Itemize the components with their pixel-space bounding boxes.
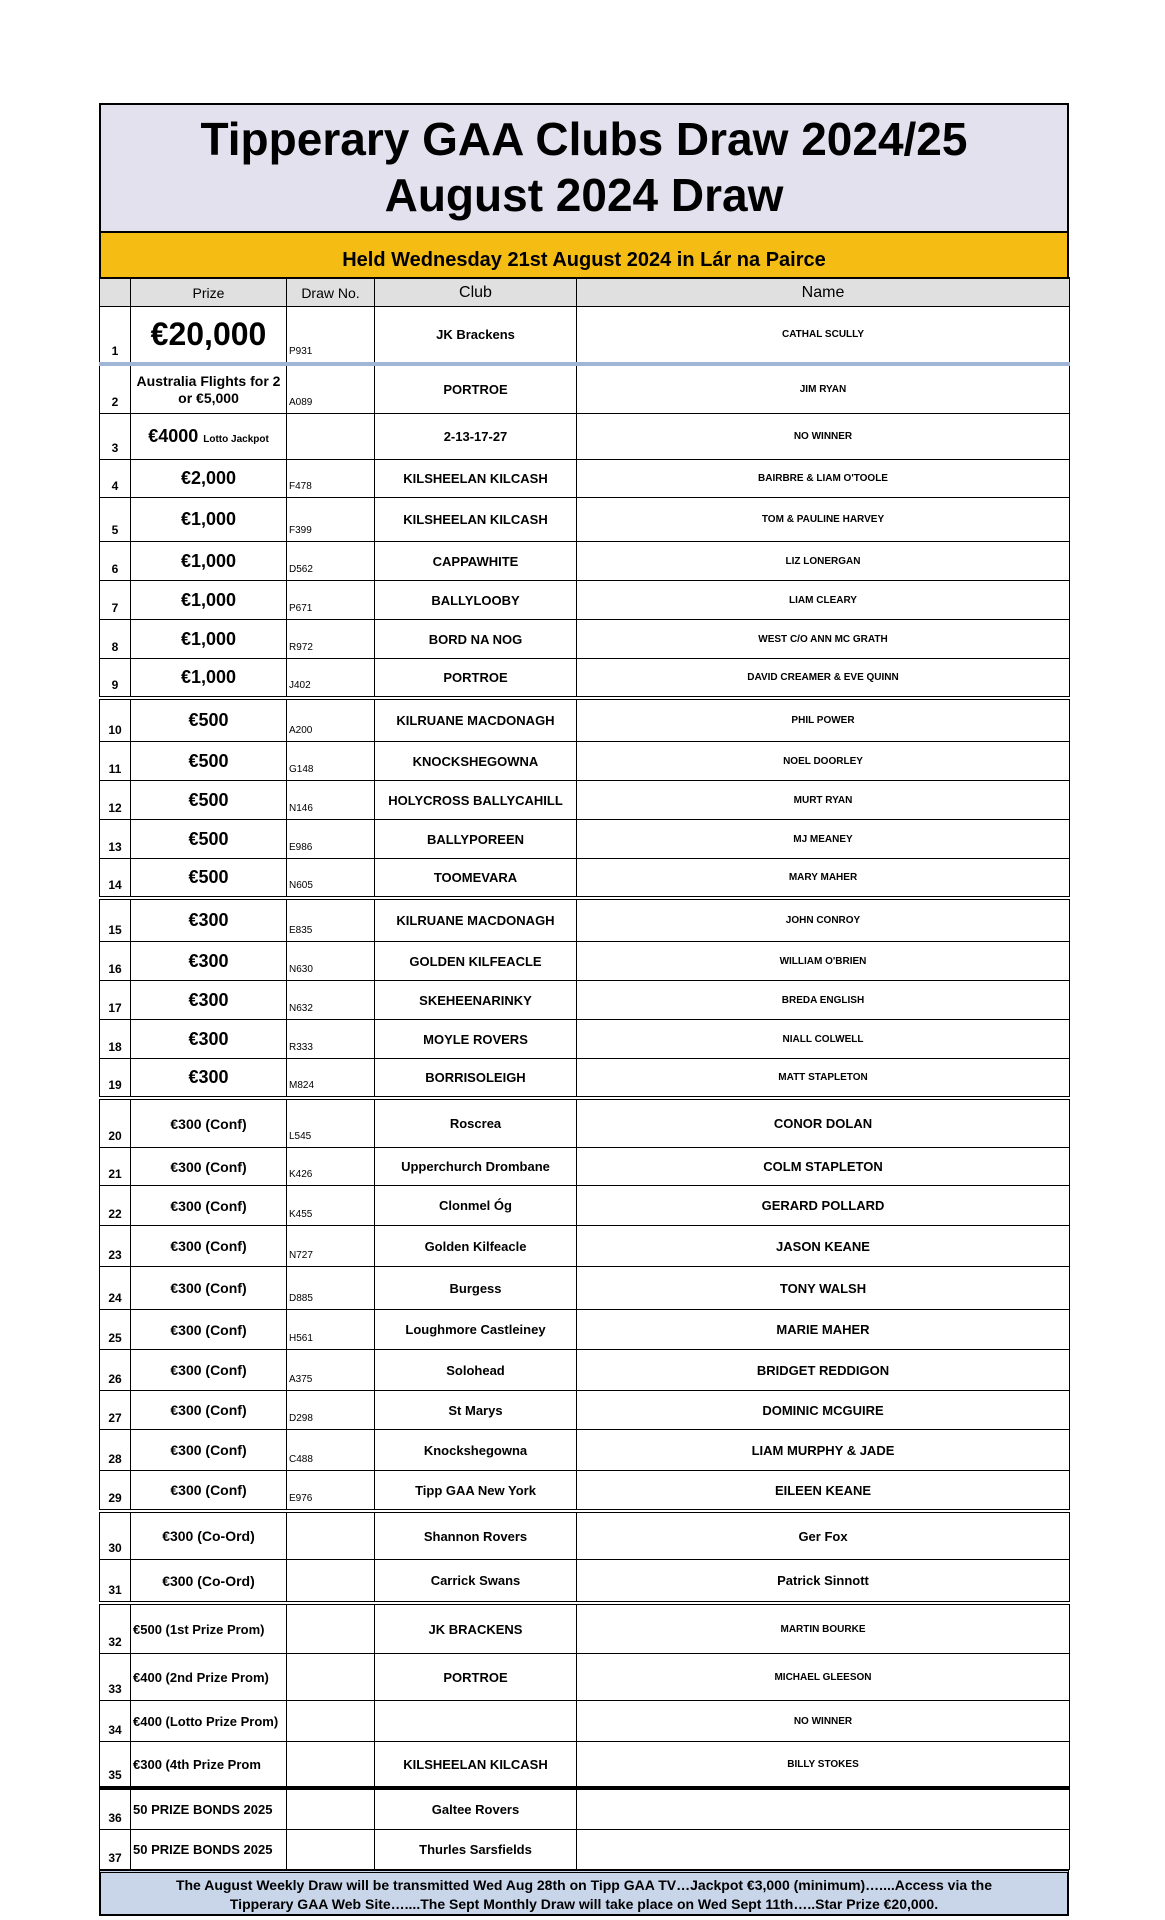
prize-cell xyxy=(131,1186,287,1226)
row-number: 26 xyxy=(100,1350,131,1391)
club-name: KILSHEELAN KILCASH xyxy=(375,1742,577,1789)
table-row xyxy=(100,1788,1070,1830)
prize-cell xyxy=(131,1226,287,1267)
winner-name: BILLY STOKES xyxy=(577,1742,1070,1789)
row-number: 22 xyxy=(100,1186,131,1226)
table-row xyxy=(100,820,1070,859)
prize-value: €500 xyxy=(188,710,229,730)
results-table xyxy=(99,277,1070,1870)
club-name: Upperchurch Drombane xyxy=(375,1148,577,1186)
table-row xyxy=(100,898,1070,942)
prize-value: €300 (Conf) xyxy=(170,1362,247,1378)
winner-name: TONY WALSH xyxy=(577,1267,1070,1310)
prize-note: Lotto Jackpot xyxy=(203,434,269,445)
table-row xyxy=(100,364,1070,414)
prize-cell xyxy=(131,820,287,859)
club-name: Carrick Swans xyxy=(375,1560,577,1604)
prize-cell xyxy=(131,659,287,699)
table-header-row xyxy=(100,278,1070,307)
winner-name: CONOR DOLAN xyxy=(577,1098,1070,1148)
held-banner: Held Wednesday 21st August 2024 in Lár na Pairce xyxy=(99,233,1069,277)
table-row xyxy=(100,1391,1070,1430)
club-name: JK BRACKENS xyxy=(375,1603,577,1654)
row-number: 23 xyxy=(100,1226,131,1267)
prize-value: €300 xyxy=(188,910,229,930)
draw-number: P671 xyxy=(287,581,375,620)
draw-number xyxy=(287,1788,375,1830)
prize-value: €300 (Conf) xyxy=(170,1238,247,1254)
footer-note xyxy=(99,1870,1069,1916)
prize-cell xyxy=(131,1788,287,1830)
draw-number: N630 xyxy=(287,942,375,981)
winner-name: MARIE MAHER xyxy=(577,1310,1070,1350)
prize-value: €400 (2nd Prize Prom) xyxy=(133,1669,269,1685)
draw-number: L545 xyxy=(287,1098,375,1148)
draw-number xyxy=(287,1560,375,1604)
row-number: 15 xyxy=(100,898,131,942)
table-row xyxy=(100,581,1070,620)
draw-results-sheet xyxy=(99,103,1069,1916)
club-name: MOYLE ROVERS xyxy=(375,1020,577,1059)
prize-value: €20,000 xyxy=(150,316,267,352)
table-row xyxy=(100,1350,1070,1391)
draw-number: D562 xyxy=(287,542,375,581)
draw-number: N146 xyxy=(287,781,375,820)
winner-name: WILLIAM O'BRIEN xyxy=(577,942,1070,981)
row-number: 32 xyxy=(100,1603,131,1654)
winner-name: MATT STAPLETON xyxy=(577,1059,1070,1099)
row-number: 9 xyxy=(100,659,131,699)
draw-number: F478 xyxy=(287,460,375,498)
table-row xyxy=(100,1603,1070,1654)
prize-value: €500 (1st Prize Prom) xyxy=(133,1621,265,1637)
table-row xyxy=(100,1148,1070,1186)
row-number: 21 xyxy=(100,1148,131,1186)
prize-cell xyxy=(131,307,287,365)
winner-name: Ger Fox xyxy=(577,1511,1070,1560)
title-line-2: August 2024 Draw xyxy=(384,169,784,221)
club-name: Roscrea xyxy=(375,1098,577,1148)
footer-line-1: The August Weekly Draw will be transmitted Wed Aug 28th on Tipp GAA TV…Jackpot €3,000 (minimum)…....Access via the xyxy=(175,1877,993,1893)
draw-number: A200 xyxy=(287,698,375,742)
prize-cell xyxy=(131,1830,287,1870)
table-row xyxy=(100,1701,1070,1742)
prize-value: €300 (Conf) xyxy=(170,1115,247,1132)
winner-name: Patrick Sinnott xyxy=(577,1560,1070,1604)
draw-number: A089 xyxy=(287,364,375,414)
winner-name: DOMINIC MCGUIRE xyxy=(577,1391,1070,1430)
club-name: Tipp GAA New York xyxy=(375,1471,577,1512)
prize-cell xyxy=(131,414,287,460)
table-row xyxy=(100,1267,1070,1310)
row-number: 29 xyxy=(100,1471,131,1512)
draw-number: M824 xyxy=(287,1059,375,1099)
prize-cell xyxy=(131,859,287,899)
row-number: 36 xyxy=(100,1788,131,1830)
draw-number: K455 xyxy=(287,1186,375,1226)
prize-cell xyxy=(131,1020,287,1059)
row-number: 20 xyxy=(100,1098,131,1148)
header-club: Club xyxy=(375,278,577,307)
table-row xyxy=(100,414,1070,460)
table-row xyxy=(100,498,1070,542)
table-row xyxy=(100,1511,1070,1560)
club-name: BALLYPOREEN xyxy=(375,820,577,859)
club-name: PORTROE xyxy=(375,364,577,414)
table-row xyxy=(100,942,1070,981)
club-name: JK Brackens xyxy=(375,307,577,365)
row-number: 27 xyxy=(100,1391,131,1430)
title-box xyxy=(99,103,1069,233)
draw-number: E835 xyxy=(287,898,375,942)
prize-value: €300 (Conf) xyxy=(170,1442,247,1458)
table-row xyxy=(100,460,1070,498)
draw-number: C488 xyxy=(287,1430,375,1471)
row-number: 5 xyxy=(100,498,131,542)
row-number: 30 xyxy=(100,1511,131,1560)
table-row xyxy=(100,859,1070,899)
prize-cell xyxy=(131,1471,287,1512)
club-name: Loughmore Castleiney xyxy=(375,1310,577,1350)
draw-number: K426 xyxy=(287,1148,375,1186)
club-name: KNOCKSHEGOWNA xyxy=(375,742,577,781)
header-number xyxy=(100,278,131,307)
prize-value: €1,000 xyxy=(180,550,237,571)
prize-cell xyxy=(131,1059,287,1099)
prize-cell xyxy=(131,1742,287,1789)
prize-cell xyxy=(131,581,287,620)
club-name xyxy=(375,1701,577,1742)
header-name: Name xyxy=(577,278,1070,307)
prize-cell xyxy=(131,498,287,542)
winner-name: EILEEN KEANE xyxy=(577,1471,1070,1512)
prize-cell xyxy=(131,1603,287,1654)
club-name: KILRUANE MACDONAGH xyxy=(375,698,577,742)
row-number: 7 xyxy=(100,581,131,620)
prize-cell xyxy=(131,1310,287,1350)
winner-name xyxy=(577,1788,1070,1830)
club-name: HOLYCROSS BALLYCAHILL xyxy=(375,781,577,820)
row-number: 25 xyxy=(100,1310,131,1350)
draw-number xyxy=(287,1654,375,1701)
prize-cell xyxy=(131,1511,287,1560)
row-number: 19 xyxy=(100,1059,131,1099)
club-name: KILRUANE MACDONAGH xyxy=(375,898,577,942)
winner-name: LIAM MURPHY & JADE xyxy=(577,1430,1070,1471)
prize-cell xyxy=(131,1560,287,1604)
table-row xyxy=(100,981,1070,1020)
prize-value: €300 xyxy=(188,1067,229,1087)
winner-name: MICHAEL GLEESON xyxy=(577,1654,1070,1701)
winner-name: PHIL POWER xyxy=(577,698,1070,742)
table-row xyxy=(100,781,1070,820)
draw-number: R333 xyxy=(287,1020,375,1059)
club-name: Clonmel Óg xyxy=(375,1186,577,1226)
draw-number: F399 xyxy=(287,498,375,542)
draw-number xyxy=(287,414,375,460)
draw-number: D298 xyxy=(287,1391,375,1430)
table-row xyxy=(100,307,1070,365)
club-name: Knockshegowna xyxy=(375,1430,577,1471)
prize-value: €300 (Conf) xyxy=(170,1482,247,1498)
row-number: 31 xyxy=(100,1560,131,1604)
club-name: SKEHEENARINKY xyxy=(375,981,577,1020)
prize-cell xyxy=(131,1654,287,1701)
club-name: Thurles Sarsfields xyxy=(375,1830,577,1870)
prize-cell xyxy=(131,460,287,498)
winner-name: NIALL COLWELL xyxy=(577,1020,1070,1059)
prize-value: €500 xyxy=(188,828,229,849)
draw-number: E976 xyxy=(287,1471,375,1512)
prize-cell xyxy=(131,364,287,414)
draw-number: P931 xyxy=(287,307,375,365)
prize-value: €300 xyxy=(188,989,229,1010)
table-row xyxy=(100,1830,1070,1870)
winner-name: BREDA ENGLISH xyxy=(577,981,1070,1020)
prize-value: €1,000 xyxy=(180,628,237,649)
winner-name xyxy=(577,1830,1070,1870)
club-name: Shannon Rovers xyxy=(375,1511,577,1560)
table-row xyxy=(100,659,1070,699)
winner-name: LIZ LONERGAN xyxy=(577,542,1070,581)
club-name: Golden Kilfeacle xyxy=(375,1226,577,1267)
row-number: 2 xyxy=(100,364,131,414)
club-name: Galtee Rovers xyxy=(375,1788,577,1830)
table-body xyxy=(100,307,1070,1870)
draw-number xyxy=(287,1603,375,1654)
winner-name: BAIRBRE & LIAM O'TOOLE xyxy=(577,460,1070,498)
prize-value: €1,000 xyxy=(180,667,237,687)
draw-number: R972 xyxy=(287,620,375,659)
row-number: 37 xyxy=(100,1830,131,1870)
draw-number xyxy=(287,1742,375,1789)
prize-value: €400 (Lotto Prize Prom) xyxy=(133,1713,279,1729)
club-name: St Marys xyxy=(375,1391,577,1430)
prize-value: €300 (Conf) xyxy=(170,1197,247,1214)
row-number: 8 xyxy=(100,620,131,659)
draw-number: G148 xyxy=(287,742,375,781)
prize-value: €300 xyxy=(188,1028,229,1049)
prize-cell xyxy=(131,742,287,781)
prize-value: €2,000 xyxy=(180,468,237,488)
winner-name: MARY MAHER xyxy=(577,859,1070,899)
winner-name: TOM & PAULINE HARVEY xyxy=(577,498,1070,542)
prize-value: 50 PRIZE BONDS 2025 xyxy=(133,1802,273,1817)
row-number: 34 xyxy=(100,1701,131,1742)
prize-cell xyxy=(131,781,287,820)
club-name: PORTROE xyxy=(375,659,577,699)
table-row xyxy=(100,742,1070,781)
header-prize: Prize xyxy=(131,278,287,307)
draw-number: N727 xyxy=(287,1226,375,1267)
draw-number: J402 xyxy=(287,659,375,699)
table-row xyxy=(100,1020,1070,1059)
table-row xyxy=(100,1186,1070,1226)
prize-value: €500 xyxy=(188,750,229,771)
prize-value: €300 (Conf) xyxy=(170,1158,247,1175)
winner-name: BRIDGET REDDIGON xyxy=(577,1350,1070,1391)
winner-name: WEST C/O ANN MC GRATH xyxy=(577,620,1070,659)
table-row xyxy=(100,1654,1070,1701)
row-number: 16 xyxy=(100,942,131,981)
prize-value: 50 PRIZE BONDS 2025 xyxy=(133,1842,273,1857)
winner-name: LIAM CLEARY xyxy=(577,581,1070,620)
prize-value: €300 xyxy=(188,950,229,971)
table-row xyxy=(100,620,1070,659)
prize-cell xyxy=(131,1148,287,1186)
winner-name: NOEL DOORLEY xyxy=(577,742,1070,781)
draw-number: H561 xyxy=(287,1310,375,1350)
row-number: 6 xyxy=(100,542,131,581)
draw-number: N605 xyxy=(287,859,375,899)
prize-cell xyxy=(131,1098,287,1148)
draw-number xyxy=(287,1701,375,1742)
club-name: PORTROE xyxy=(375,1654,577,1701)
footer-line-2: Tipperary GAA Web Site…....The Sept Monthly Draw will take place on Wed Sept 11th…..Star Prize €20,000. xyxy=(229,1896,939,1912)
prize-cell xyxy=(131,542,287,581)
prize-cell xyxy=(131,698,287,742)
prize-value: €500 xyxy=(188,789,229,810)
table-row xyxy=(100,1471,1070,1512)
prize-value: €300 (Conf) xyxy=(170,1280,247,1296)
draw-number: A375 xyxy=(287,1350,375,1391)
prize-cell xyxy=(131,981,287,1020)
table-row xyxy=(100,1098,1070,1148)
prize-value: €4000 xyxy=(148,426,199,446)
club-name: KILSHEELAN KILCASH xyxy=(375,460,577,498)
row-number: 14 xyxy=(100,859,131,899)
prize-value: €300 (Conf) xyxy=(170,1402,247,1418)
prize-cell xyxy=(131,1701,287,1742)
prize-value: €300 (Co-Ord) xyxy=(162,1572,255,1589)
club-name: BALLYLOOBY xyxy=(375,581,577,620)
prize-cell xyxy=(131,620,287,659)
prize-cell xyxy=(131,1350,287,1391)
table-row xyxy=(100,1430,1070,1471)
prize-cell xyxy=(131,898,287,942)
prize-value: €300 (4th Prize Prom xyxy=(133,1756,261,1772)
winner-name: NO WINNER xyxy=(577,1701,1070,1742)
row-number: 35 xyxy=(100,1742,131,1789)
draw-number: E986 xyxy=(287,820,375,859)
row-number: 28 xyxy=(100,1430,131,1471)
table-row xyxy=(100,1226,1070,1267)
prize-value: Australia Flights for 2 or €5,000 xyxy=(136,372,281,406)
club-name: CAPPAWHITE xyxy=(375,542,577,581)
table-row xyxy=(100,1742,1070,1789)
winner-name: MURT RYAN xyxy=(577,781,1070,820)
prize-cell xyxy=(131,942,287,981)
club-name: KILSHEELAN KILCASH xyxy=(375,498,577,542)
draw-number xyxy=(287,1511,375,1560)
winner-name: DAVID CREAMER & EVE QUINN xyxy=(577,659,1070,699)
table-row xyxy=(100,1310,1070,1350)
club-name: 2-13-17-27 xyxy=(375,414,577,460)
club-name: TOOMEVARA xyxy=(375,859,577,899)
prize-value: €300 (Conf) xyxy=(170,1321,247,1338)
winner-name: MJ MEANEY xyxy=(577,820,1070,859)
row-number: 3 xyxy=(100,414,131,460)
draw-number xyxy=(287,1830,375,1870)
row-number: 33 xyxy=(100,1654,131,1701)
winner-name: MARTIN BOURKE xyxy=(577,1603,1070,1654)
prize-value: €500 xyxy=(188,867,229,887)
draw-number: D885 xyxy=(287,1267,375,1310)
table-row xyxy=(100,698,1070,742)
winner-name: NO WINNER xyxy=(577,414,1070,460)
club-name: GOLDEN KILFEACLE xyxy=(375,942,577,981)
club-name: BORRISOLEIGH xyxy=(375,1059,577,1099)
row-number: 11 xyxy=(100,742,131,781)
prize-cell xyxy=(131,1267,287,1310)
prize-cell xyxy=(131,1430,287,1471)
row-number: 13 xyxy=(100,820,131,859)
table-row xyxy=(100,1059,1070,1099)
row-number: 4 xyxy=(100,460,131,498)
winner-name: JOHN CONROY xyxy=(577,898,1070,942)
club-name: Solohead xyxy=(375,1350,577,1391)
header-draw-no: Draw No. xyxy=(287,278,375,307)
prize-cell xyxy=(131,1391,287,1430)
row-number: 18 xyxy=(100,1020,131,1059)
prize-value: €300 (Co-Ord) xyxy=(162,1528,255,1544)
table-row xyxy=(100,542,1070,581)
winner-name: JIM RYAN xyxy=(577,364,1070,414)
prize-value: €1,000 xyxy=(180,509,237,529)
club-name: Burgess xyxy=(375,1267,577,1310)
winner-name: COLM STAPLETON xyxy=(577,1148,1070,1186)
club-name: BORD NA NOG xyxy=(375,620,577,659)
row-number: 12 xyxy=(100,781,131,820)
table-row xyxy=(100,1560,1070,1604)
draw-number: N632 xyxy=(287,981,375,1020)
prize-value: €1,000 xyxy=(180,589,237,610)
row-number: 24 xyxy=(100,1267,131,1310)
winner-name: GERARD POLLARD xyxy=(577,1186,1070,1226)
winner-name: JASON KEANE xyxy=(577,1226,1070,1267)
winner-name: CATHAL SCULLY xyxy=(577,307,1070,365)
row-number: 1 xyxy=(100,307,131,365)
row-number: 10 xyxy=(100,698,131,742)
title-line-1: Tipperary GAA Clubs Draw 2024/25 xyxy=(200,113,968,165)
row-number: 17 xyxy=(100,981,131,1020)
